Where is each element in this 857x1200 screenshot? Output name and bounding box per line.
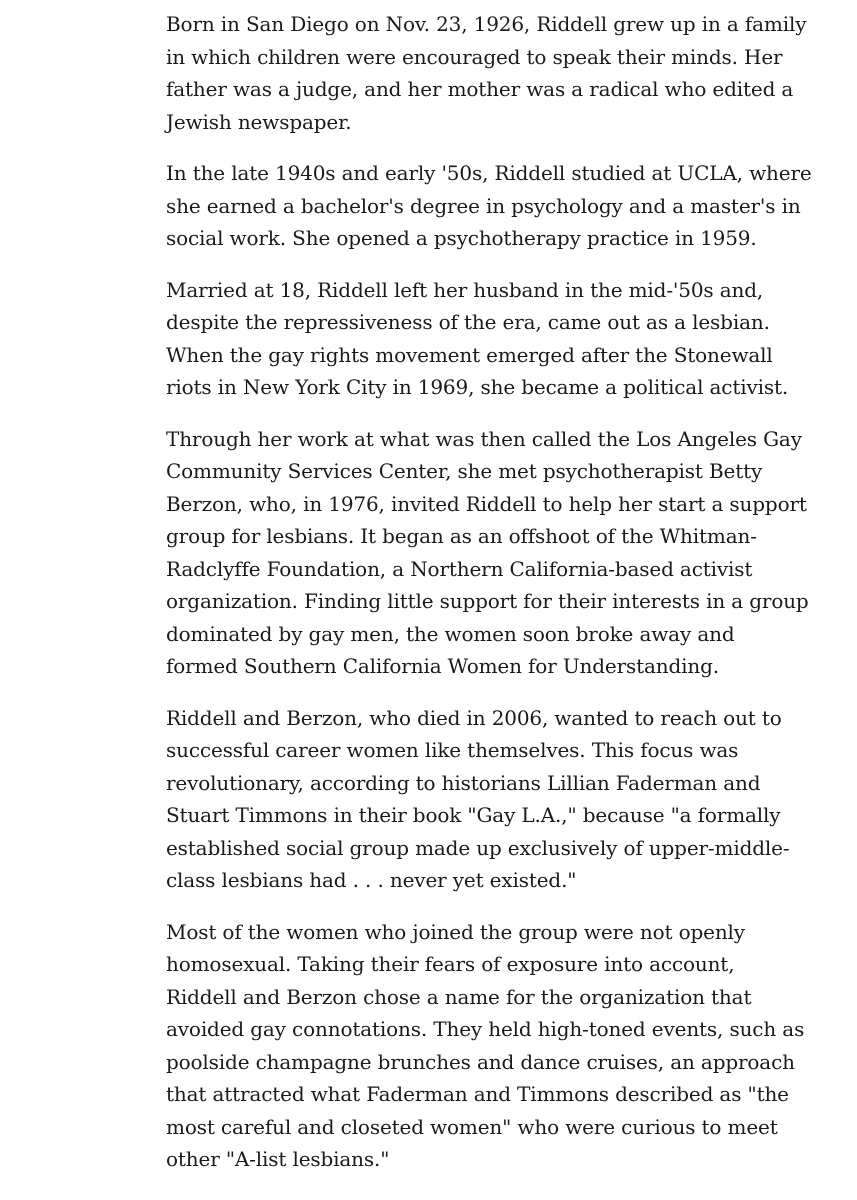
article-paragraph: Born in San Diego on Nov. 23, 1926, Riddell grew up in a family in which children were encouraged to speak their minds. Her father was a judge, and her mother was a radical who edited a Jewish newspaper. bbox=[166, 12, 807, 134]
article-paragraph: In the late 1940s and early '50s, Riddell studied at UCLA, where she earned a bachelor's degree in psychology and a master's in social work. She opened a psychotherapy practice in 1959. bbox=[166, 161, 812, 250]
article-paragraph: Through her work at what was then called the Los Angeles Gay Community Services Center, she met psychotherapist Betty Berzon, who, in 1976, invited Riddell to help her start a support group for lesbians. It began as an offshoot of the Whitman- Radclyffe Foundation, a Northern California-based activist organization. Finding little support for their interests in a group dominated by gay men, the women soon broke away and formed Southern California Women for Understanding. bbox=[166, 426, 809, 678]
article-paragraph: Riddell and Berzon, who died in 2006, wanted to reach out to successful career women like themselves. This focus was revolutionary, according to historians Lillian Faderman and Stuart Timmons in their book "Gay L.A.," because "a formally established social group made up exclusively of upper-middle- class lesbians had . . . never yet existed." bbox=[166, 705, 790, 892]
article-body bbox=[166, 8, 842, 1195]
article-paragraph: Most of the women who joined the group were not openly homosexual. Taking their fears of exposure into account, Riddell and Berzon chose a name for the organization that avoided gay connotations. They held high-toned events, such as poolside champagne brunches and dance cruises, an approach that attracted what Faderman and Timmons described as "the most careful and closeted women" who were curious to meet other "A-list lesbians." bbox=[166, 919, 805, 1171]
article-paragraph: Married at 18, Riddell left her husband in the mid-'50s and, despite the repressiveness of the era, came out as a lesbian. When the gay rights movement emerged after the Stonewall riots in New York City in 1969, she became a political activist. bbox=[166, 277, 789, 399]
